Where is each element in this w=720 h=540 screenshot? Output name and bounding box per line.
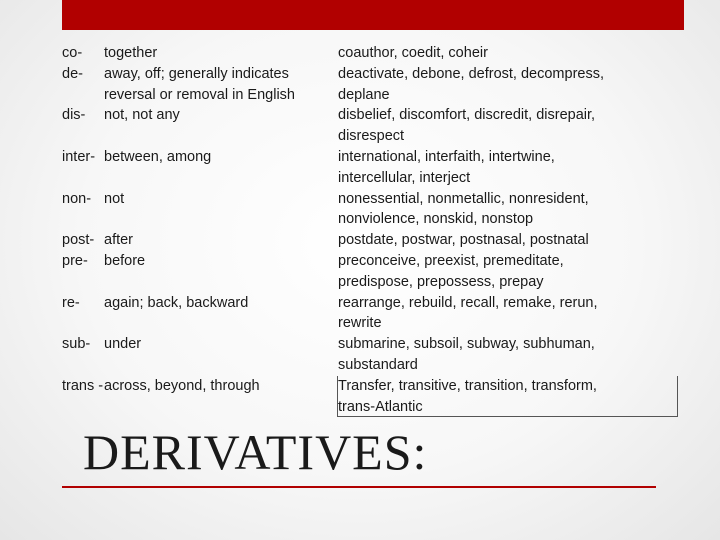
prefix-cell: inter- [62, 148, 96, 165]
examples-cell: disbelief, discomfort, discredit, disrepair, disrespect [338, 107, 596, 145]
meaning-cell: away, off; generally indicates reversal or removal in English [104, 65, 295, 103]
highlight-frame-left [337, 376, 338, 417]
meaning-cell: again; back, backward [104, 294, 249, 311]
meaning-cell: under [104, 336, 142, 353]
meaning-cell: not [104, 190, 125, 207]
examples-cell: coauthor, coedit, coheir [338, 45, 488, 61]
table-row [62, 189, 684, 231]
examples-cell: submarine, subsoil, subway, subhuman, substandard [338, 336, 595, 373]
prefix-cell: dis- [62, 107, 86, 124]
examples-cell: Transfer, transitive, transition, transform, trans-Atlantic [338, 377, 597, 415]
prefix-cell: pre- [62, 252, 88, 269]
prefix-cell: post- [62, 232, 95, 249]
meaning-cell: together [104, 45, 158, 61]
table-row [62, 251, 684, 293]
highlight-frame-bottom [337, 416, 678, 417]
prefix-cell: co- [62, 45, 83, 61]
examples-cell: postdate, postwar, postnasal, postnatal [338, 232, 589, 249]
prefix-cell: trans - [62, 377, 104, 394]
highlight-frame-right [677, 376, 678, 417]
prefix-cell: non- [62, 190, 92, 207]
table-row [62, 293, 684, 335]
examples-cell: preconceive, preexist, premeditate, predispose, prepossess, prepay [338, 252, 564, 290]
meaning-cell: between, among [104, 148, 212, 165]
meaning-cell: after [104, 232, 134, 249]
table-row [62, 43, 684, 64]
table-row [62, 230, 684, 251]
prefix-table [62, 43, 684, 417]
meaning-cell: across, beyond, through [104, 377, 260, 394]
meaning-cell: before [104, 252, 146, 269]
examples-cell: international, interfaith, intertwine, intercellular, interject [338, 148, 555, 186]
meaning-cell: not, not any [104, 107, 180, 124]
table-row [62, 64, 684, 106]
prefix-cell: de- [62, 65, 83, 82]
slide-title: DERIVATIVES: [83, 424, 428, 480]
top-accent-bar [62, 0, 684, 30]
title-underline [62, 486, 656, 488]
table-row [62, 376, 684, 418]
prefix-cell: re- [62, 294, 80, 311]
examples-cell: deactivate, debone, defrost, decompress, deplane [338, 65, 604, 103]
examples-cell: nonessential, nonmetallic, nonresident, nonviolence, nonskid, nonstop [338, 190, 589, 228]
prefix-cell: sub- [62, 336, 91, 353]
table-row [62, 334, 684, 376]
examples-cell: rearrange, rebuild, recall, remake, rerun, rewrite [338, 294, 598, 332]
